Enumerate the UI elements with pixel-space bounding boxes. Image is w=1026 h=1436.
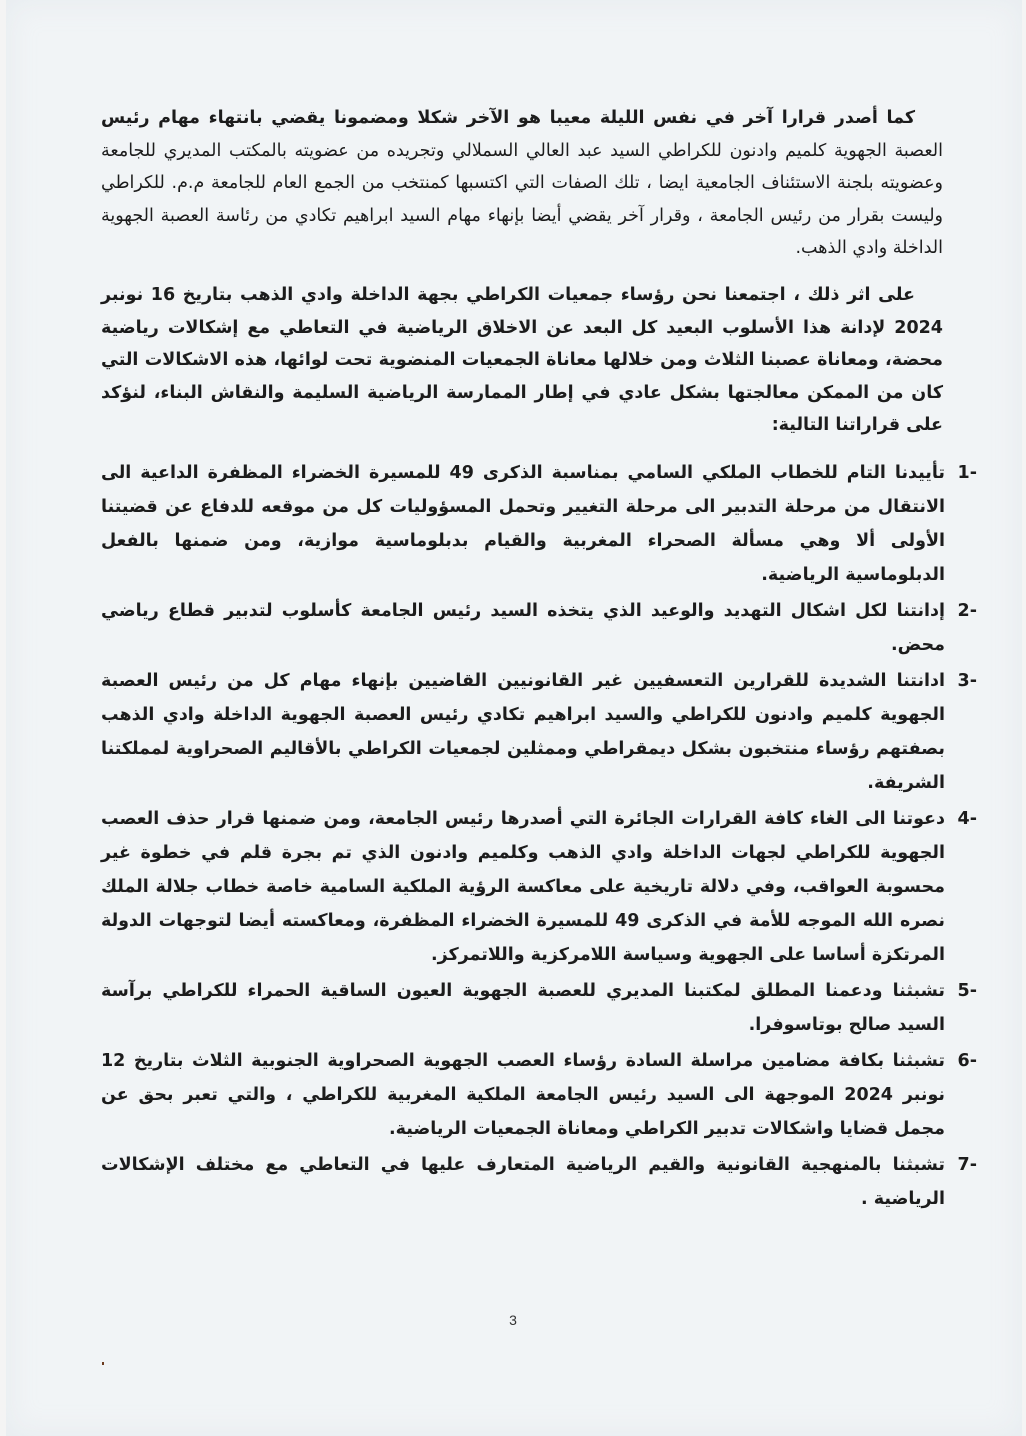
- decision-item: [101, 974, 977, 1042]
- document-page: [6, 0, 1022, 1436]
- decision-text: ادانتنا الشديدة للقرارين التعسفيين غير القانونيين القاضيين بإنهاء مهام كل من رئيس العصبة الجهوية كلميم وادنون للكراطي والسيد ابراهيم تكادي رئيس العصبة الجهوية الداخلة وادي الذهب بصفتهم رؤساء منتخبون بشكل ديمقراطي وممثلين لجمعيات الكراطي بالأقاليم الصحراوية لمملكتنا الشريفة.: [101, 670, 945, 793]
- scan-speck: [102, 1362, 104, 1365]
- decisions-list: [101, 456, 977, 1216]
- paragraph-text: العصبة الجهوية كلميم وادنون للكراطي السيد عبد العالي السملالي وتجريده من عضويته بالمكتب المديري للجامعة وعضويته بلجنة الاستئناف الجامعية ايضا ، تلك الصفات التي اكتسبها كمنتخب من الجمع العام للجامعة م.م. للكراطي وليست بقرار من رئيس الجامعة ، وقرار آخر يقضي أيضا بإنهاء مهام السيد ابراهيم تكادي من رئاسة العصبة الجهوية الداخلة وادي الذهب.: [101, 140, 943, 259]
- paragraph-bold-lead: كما أصدر قرارا آخر في نفس الليلة معيبا هو الآخر شكلا ومضمونا يقضي بانتهاء مهام رئيس: [101, 108, 915, 128]
- decision-item: [101, 456, 977, 592]
- decision-number: 5-: [957, 980, 977, 1001]
- paragraph-meeting-statement: على اثر ذلك ، اجتمعنا نحن رؤساء جمعيات الكراطي بجهة الداخلة وادي الذهب بتاريخ 16 نونبر 2024 لإدانة هذا الأسلوب البعيد كل البعد عن الاخلاق الرياضية في التعاطي مع إشكالات رياضية محضة، ومعاناة عصبنا الثلاث ومن خلالها معاناة الجمعيات المنضوية تحت لوائها، هذه الاشكالات التي كان من الممكن معالجتها بشكل عادي في إطار الممارسة الرياضية السليمة والنقاش البناء، لنؤكد على قراراتنا التالية:: [101, 284, 943, 436]
- paragraph-decisions-context: [101, 102, 943, 265]
- decision-item: [101, 802, 977, 972]
- decision-number: 3-: [957, 670, 977, 691]
- decision-text: تشبثنا بكافة مضامين مراسلة السادة رؤساء العصب الجهوية الصحراوية الجنوبية الثلاث بتاريخ 12 نونبر 2024 الموجهة الى السيد رئيس الجامعة الملكية المغربية للكراطي ، والتي تعبر بحق عن مجمل قضايا واشكالات تدبير الكراطي ومعاناة الجمعيات الرياضية.: [101, 1050, 945, 1139]
- decision-number: 1-: [957, 462, 977, 483]
- decision-text: تشبثنا ودعمنا المطلق لمكتبنا المديري للعصبة الجهوية العيون الساقية الحمراء للكراطي برآسة السيد صالح بوتاسوفرا.: [101, 980, 945, 1035]
- decision-number: 6-: [957, 1050, 977, 1071]
- page-number: 3: [509, 1312, 517, 1328]
- decision-item: [101, 594, 977, 662]
- decision-number: 4-: [957, 808, 977, 829]
- decision-item: [101, 1044, 977, 1146]
- decision-text: تأييدنا التام للخطاب الملكي السامي بمناسبة الذكرى 49 للمسيرة الخضراء المظفرة الداعية الى الانتقال من مرحلة التدبير الى مرحلة التغيير وتحمل المسؤوليات كل من موقعه للدفاع عن قضيتنا الأولى ألا وهي مسألة الصحراء المغربية والقيام بدبلوماسية موازية، ومن ضمنها بالفعل الدبلوماسية الرياضية.: [101, 462, 945, 585]
- decision-item: [101, 664, 977, 800]
- decision-number: 7-: [957, 1154, 977, 1175]
- decision-number: 2-: [957, 600, 977, 621]
- decision-text: تشبثنا بالمنهجية القانونية والقيم الرياضية المتعارف عليها في التعاطي مع مختلف الإشكالات الرياضية .: [101, 1154, 945, 1209]
- decision-text: إدانتنا لكل اشكال التهديد والوعيد الذي يتخذه السيد رئيس الجامعة كأسلوب لتدبير قطاع رياضي محض.: [101, 600, 945, 655]
- document-body: [101, 102, 977, 1218]
- decision-text: دعوتنا الى الغاء كافة القرارات الجائرة التي أصدرها رئيس الجامعة، ومن ضمنها قرار حذف العصب الجهوية للكراطي لجهات الداخلة وادي الذهب وكلميم وادنون الذي تم بجرة قلم في خطوة غير محسوبة العواقب، وفي دلالة تاريخية على معاكسة الرؤية الملكية السامية خاصة خطاب جلالة الملك نصره الله الموجه للأمة في الذكرى 49 للمسيرة الخضراء المظفرة، ومعاكسته أيضا لتوجهات الدولة المرتكزة أساسا على الجهوية وسياسة اللامركزية واللاتمركز.: [101, 808, 945, 965]
- decision-item: [101, 1148, 977, 1216]
